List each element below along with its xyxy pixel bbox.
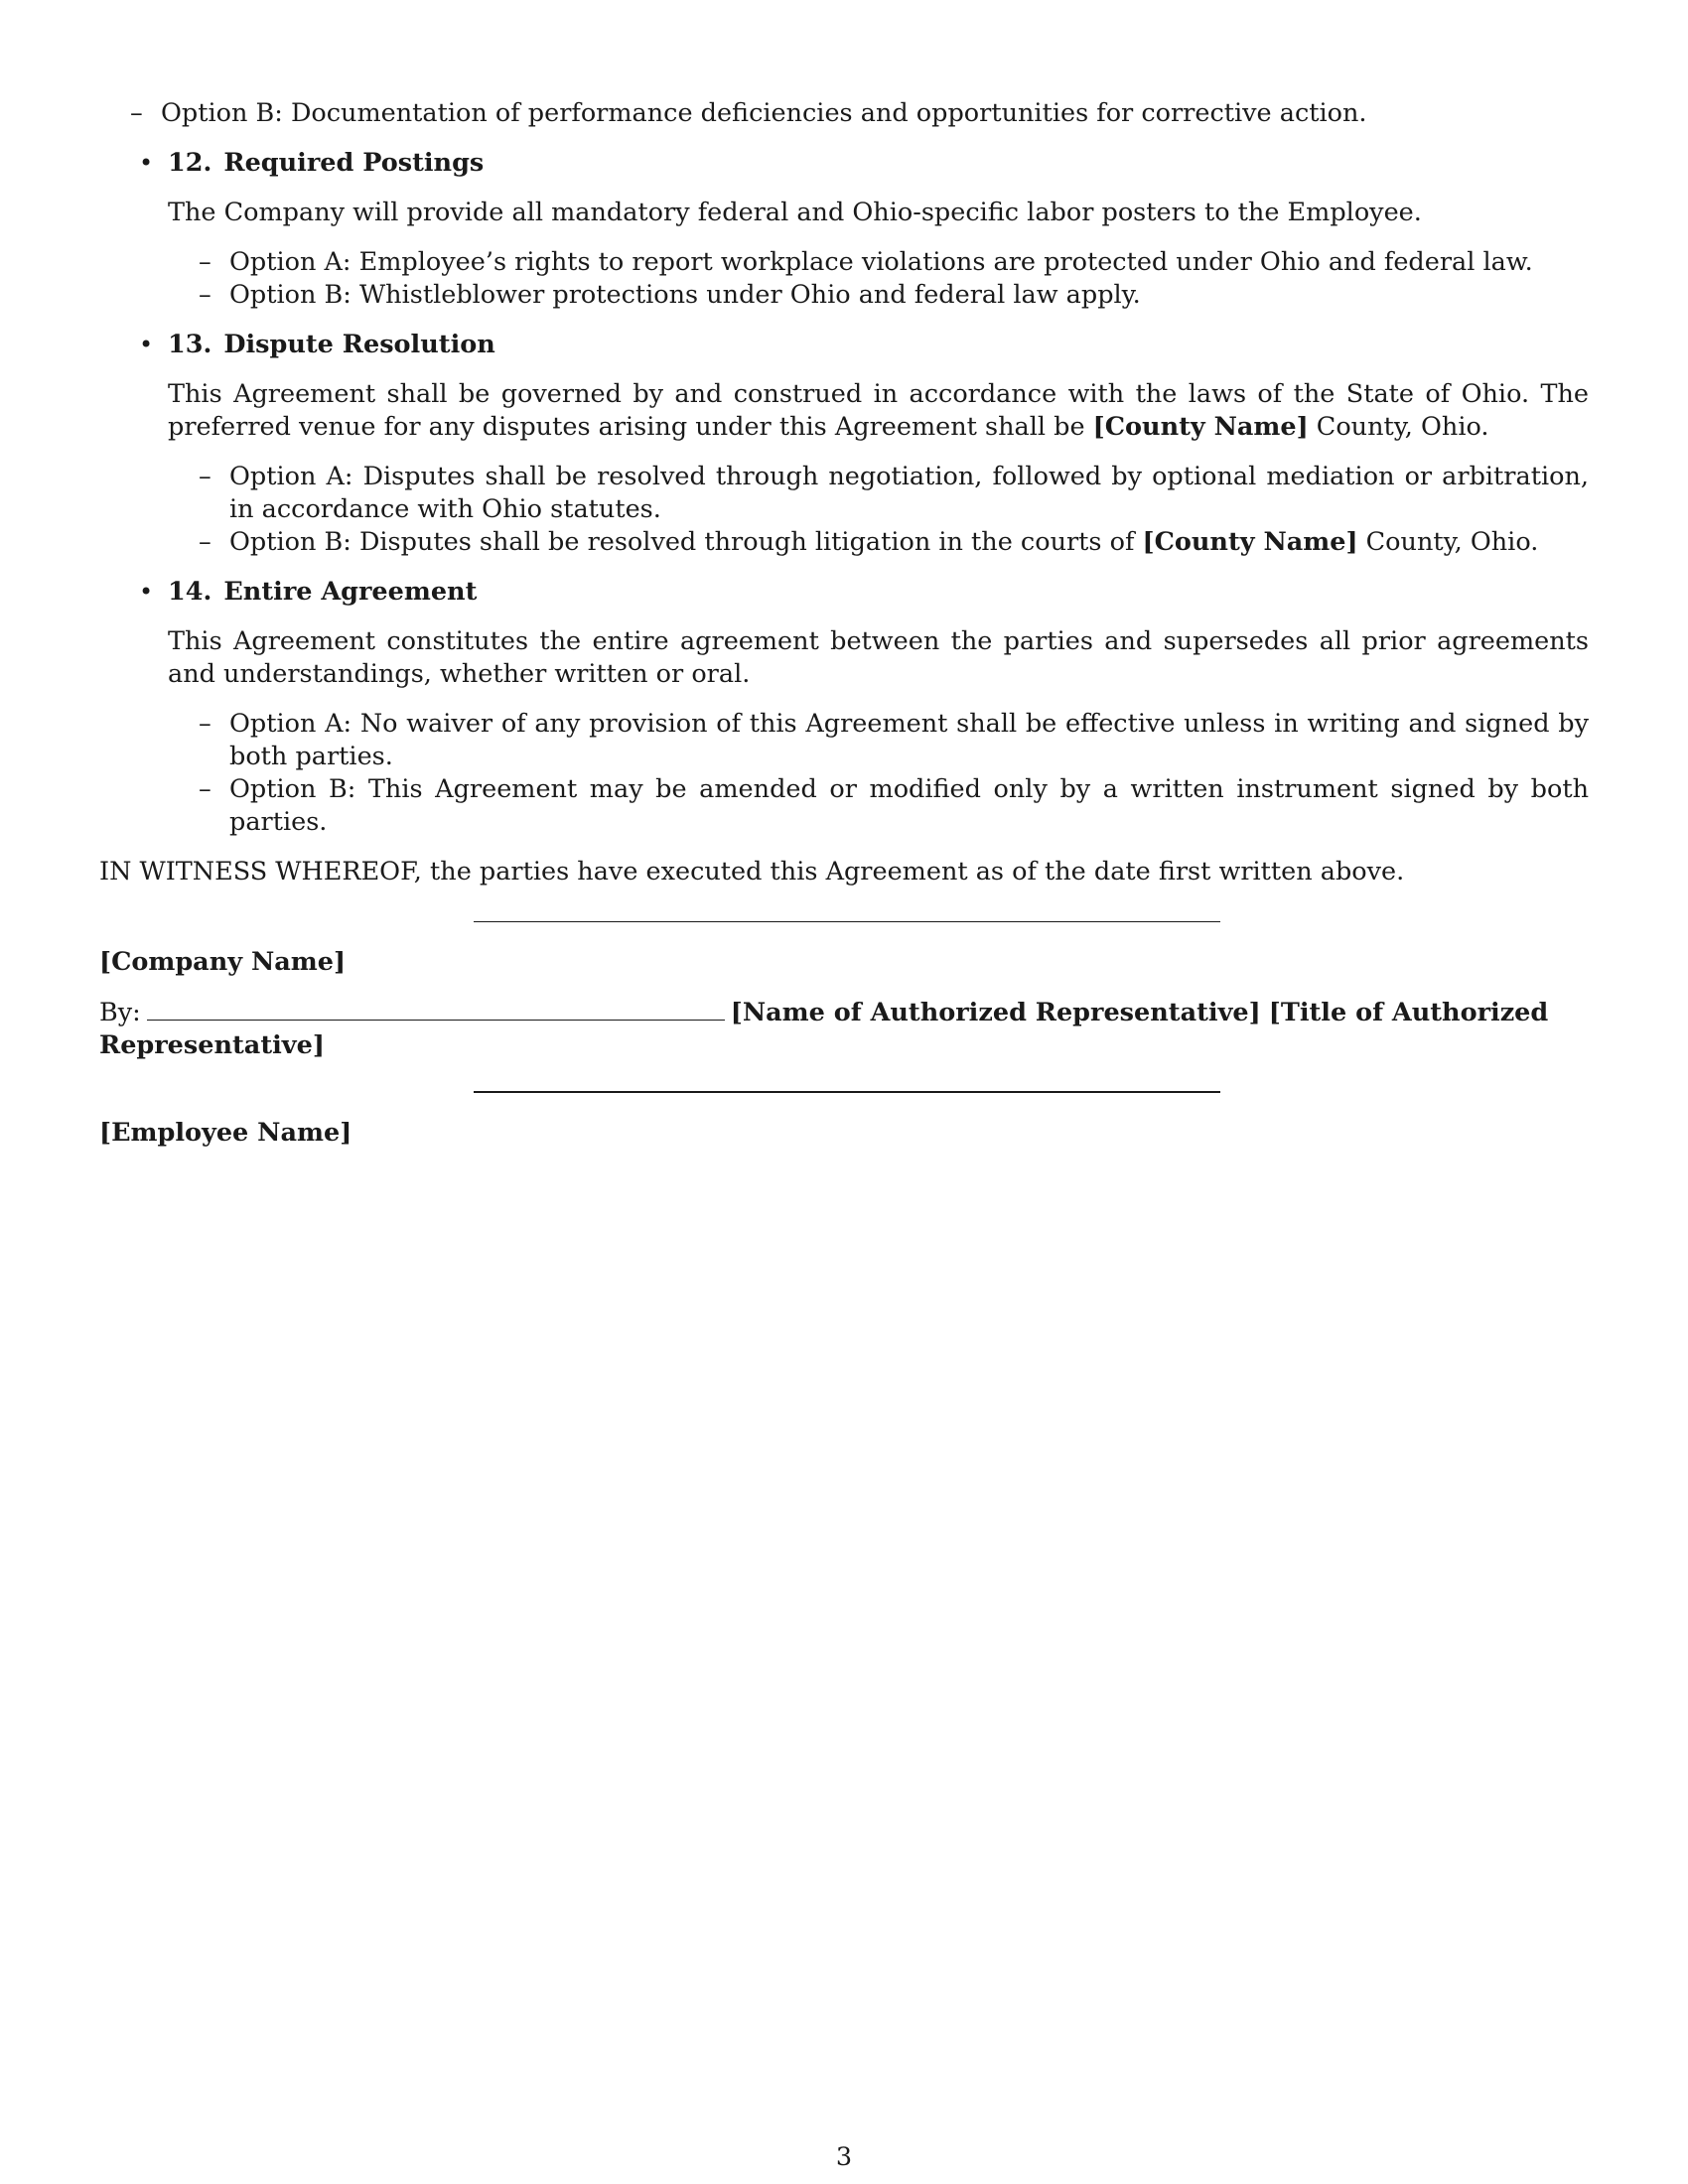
dash-marker: – [199, 774, 211, 804]
employee-signature-line [474, 1091, 1220, 1093]
section-body [168, 625, 1589, 691]
dash-marker: – [199, 280, 211, 310]
option-label: Option A: [229, 247, 352, 277]
section-dispute-resolution [99, 329, 1589, 559]
option-text: No waiver of any provision of this Agreement shall be effective unless in writing and signed by both parties. [229, 709, 1589, 771]
by-line [99, 996, 1589, 1062]
page-number: 3 [835, 2142, 853, 2172]
section-entire-agreement [99, 576, 1589, 839]
option-label: Option B: [229, 527, 352, 557]
county-placeholder: [County Name] [1092, 412, 1309, 442]
option-text: Disputes shall be resolved through negotiation, followed by optional mediation or arbitration, in accordance with Ohio statutes. [229, 462, 1589, 524]
section-body-text: This Agreement constitutes the entire agreement between the parties and supersedes all prior agreements and understandings, whether written or oral. [168, 626, 1589, 689]
county-placeholder: [County Name] [1142, 527, 1358, 557]
section-required-postings [99, 147, 1589, 312]
option-item [168, 773, 1589, 839]
option-item [168, 279, 1589, 312]
section-body [168, 197, 1589, 229]
section-number: 12. [168, 148, 212, 178]
option-item [168, 246, 1589, 279]
bullet-marker: • [139, 578, 154, 606]
option-text: Employee’s rights to report workplace violations are protected under Ohio and federal law. [358, 247, 1533, 277]
dash-marker: – [130, 98, 143, 128]
option-label: Option B: [229, 774, 356, 804]
section-number: 14. [168, 577, 212, 607]
rep-name: [Name of Authorized Representative] [730, 998, 1261, 1027]
option-label: Option B: [161, 98, 283, 128]
section-heading [168, 576, 1589, 609]
dash-marker: – [199, 462, 211, 491]
option-item [99, 97, 1589, 130]
dash-marker: – [199, 527, 211, 557]
option-list [168, 246, 1589, 312]
option-text: Documentation of performance deficiencies and opportunities for corrective action. [290, 98, 1367, 128]
company-name: [Company Name] [99, 947, 347, 977]
section-body-text: The Company will provide all mandatory federal and Ohio-specific labor posters to the Employee. [168, 198, 1422, 227]
by-label: By: [99, 998, 141, 1027]
option-item [168, 526, 1589, 559]
employee-name: [Employee Name] [99, 1118, 352, 1148]
option-text: This Agreement may be amended or modified only by a written instrument signed by both parties. [229, 774, 1590, 837]
bullet-marker: • [139, 149, 154, 177]
option-item [168, 708, 1589, 773]
by-signature-blank [147, 996, 725, 1021]
section-heading [168, 147, 1589, 180]
section-heading [168, 329, 1589, 361]
dash-marker: – [199, 709, 211, 739]
section-body-text-end: County, Ohio. [1308, 412, 1489, 442]
rep-title: [Title of Authorized Representative] [99, 998, 1549, 1060]
option-item [168, 461, 1589, 526]
option-label: Option B: [229, 280, 352, 310]
section-body [168, 378, 1589, 444]
bullet-marker: • [139, 331, 154, 358]
option-list [168, 708, 1589, 839]
section-number: 13. [168, 330, 212, 359]
option-list [168, 461, 1589, 559]
dash-marker: – [199, 247, 211, 277]
section-title: Required Postings [223, 148, 485, 178]
option-label: Option A: [229, 462, 353, 491]
witness-clause: IN WITNESS WHEREOF, the parties have executed this Agreement as of the date first written above. [99, 857, 1405, 887]
section-title: Dispute Resolution [223, 330, 495, 359]
document-page [99, 97, 1589, 1150]
option-text: Disputes shall be resolved through litigation in the courts of [358, 527, 1143, 557]
option-label: Option A: [229, 709, 352, 739]
option-text-end: County, Ohio. [1357, 527, 1539, 557]
option-text: Whistleblower protections under Ohio and federal law apply. [358, 280, 1141, 310]
section-title: Entire Agreement [223, 577, 478, 607]
section-body-text: This Agreement shall be governed by and construed in accordance with the laws of the State of Ohio. The preferred venue for any disputes arising under this Agreement shall be [168, 379, 1589, 442]
company-signature-line [474, 921, 1220, 922]
